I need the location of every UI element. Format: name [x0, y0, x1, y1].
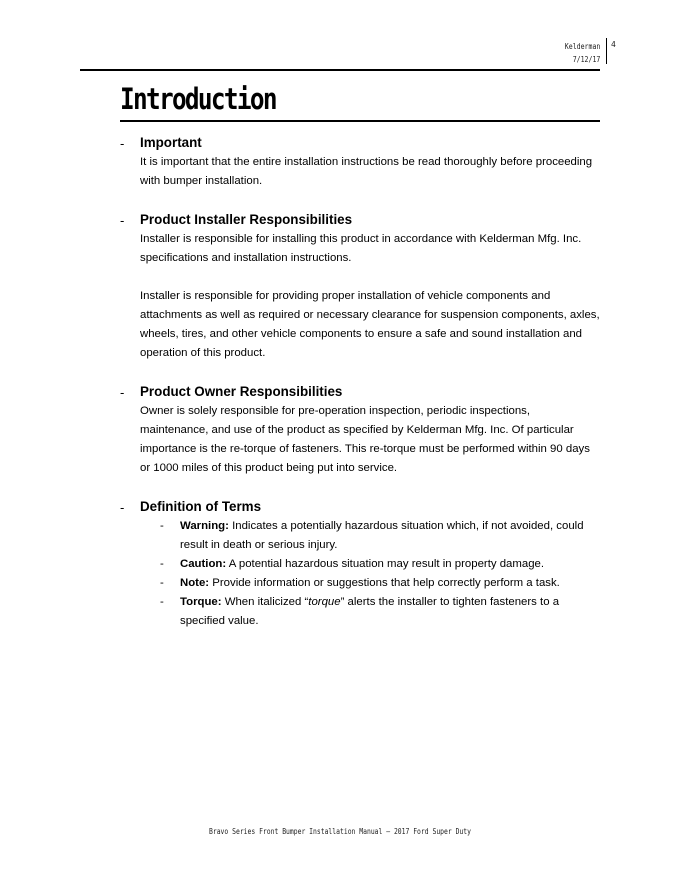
header-company: Kelderman — [564, 42, 600, 51]
term-definition: Indicates a potentially hazardous situation which, if not avoided, could result in death or serious injury. — [180, 520, 584, 551]
section-heading: Important — [140, 135, 202, 150]
section-important — [120, 133, 600, 191]
header-divider — [606, 38, 607, 64]
section-owner-responsibilities — [120, 382, 600, 478]
header-date: 7/12/17 — [572, 55, 600, 64]
term-definition-start: When italicized “ — [221, 596, 309, 608]
term-name: Note: — [180, 577, 210, 589]
page-footer: Bravo Series Front Bumper Installation Manual – 2017 Ford Super Duty — [208, 827, 472, 836]
section-bullet: - — [120, 136, 125, 151]
page-number: 4 — [611, 40, 616, 49]
paragraph: Owner is solely responsible for pre-operation inspection, periodic inspections, maintenance, and use of the product as specified by Kelderman Mfg. Inc. Of particular importance is the re-torque of fasteners. This re-torque must be performed within 90 days or 1000 miles of this product being put into service. — [140, 405, 590, 474]
document-body — [120, 133, 600, 650]
term-definition-end: ” alerts the installer to tighten fasteners to a specified value. — [180, 596, 560, 627]
term-item-warning — [140, 517, 600, 555]
section-heading: Definition of Terms — [140, 499, 262, 514]
term-name: Caution: — [180, 558, 227, 570]
section-installer-responsibilities — [120, 210, 600, 363]
term-bullet: - — [160, 577, 164, 589]
top-rule — [80, 69, 600, 71]
paragraph: Installer is responsible for providing proper installation of vehicle components and attachments as well as required or necessary clearance for suspension components, axles, wheels, tires, and other vehicle components to ensure a safe and sound installation and operation of this product. — [140, 290, 600, 359]
terms-list — [140, 517, 600, 631]
title-rule — [120, 120, 600, 122]
paragraph: It is important that the entire installation instructions be read thoroughly before proceeding with bumper installation. — [140, 156, 593, 187]
term-bullet: - — [160, 596, 164, 608]
term-definition: Provide information or suggestions that help correctly perform a task. — [209, 577, 560, 589]
term-bullet: - — [160, 520, 164, 532]
term-name: Warning: — [180, 520, 229, 532]
term-item-torque — [140, 593, 600, 631]
term-definition-italic: torque — [308, 596, 341, 608]
section-bullet: - — [120, 385, 125, 400]
paragraph: Installer is responsible for installing this product in accordance with Kelderman Mfg. Inc. specifications and installation instructions. — [140, 233, 582, 264]
section-bullet: - — [120, 500, 125, 515]
page-title: Introduction — [120, 82, 276, 116]
section-heading: Product Owner Responsibilities — [140, 384, 343, 399]
term-item-caution — [140, 555, 600, 574]
term-item-note — [140, 574, 600, 593]
term-name: Torque: — [180, 596, 222, 608]
section-heading: Product Installer Responsibilities — [140, 212, 353, 227]
term-bullet: - — [160, 558, 164, 570]
term-definition: A potential hazardous situation may result in property damage. — [226, 558, 545, 570]
header-meta — [564, 40, 600, 66]
section-definition-of-terms — [120, 497, 600, 631]
section-bullet: - — [120, 213, 125, 228]
